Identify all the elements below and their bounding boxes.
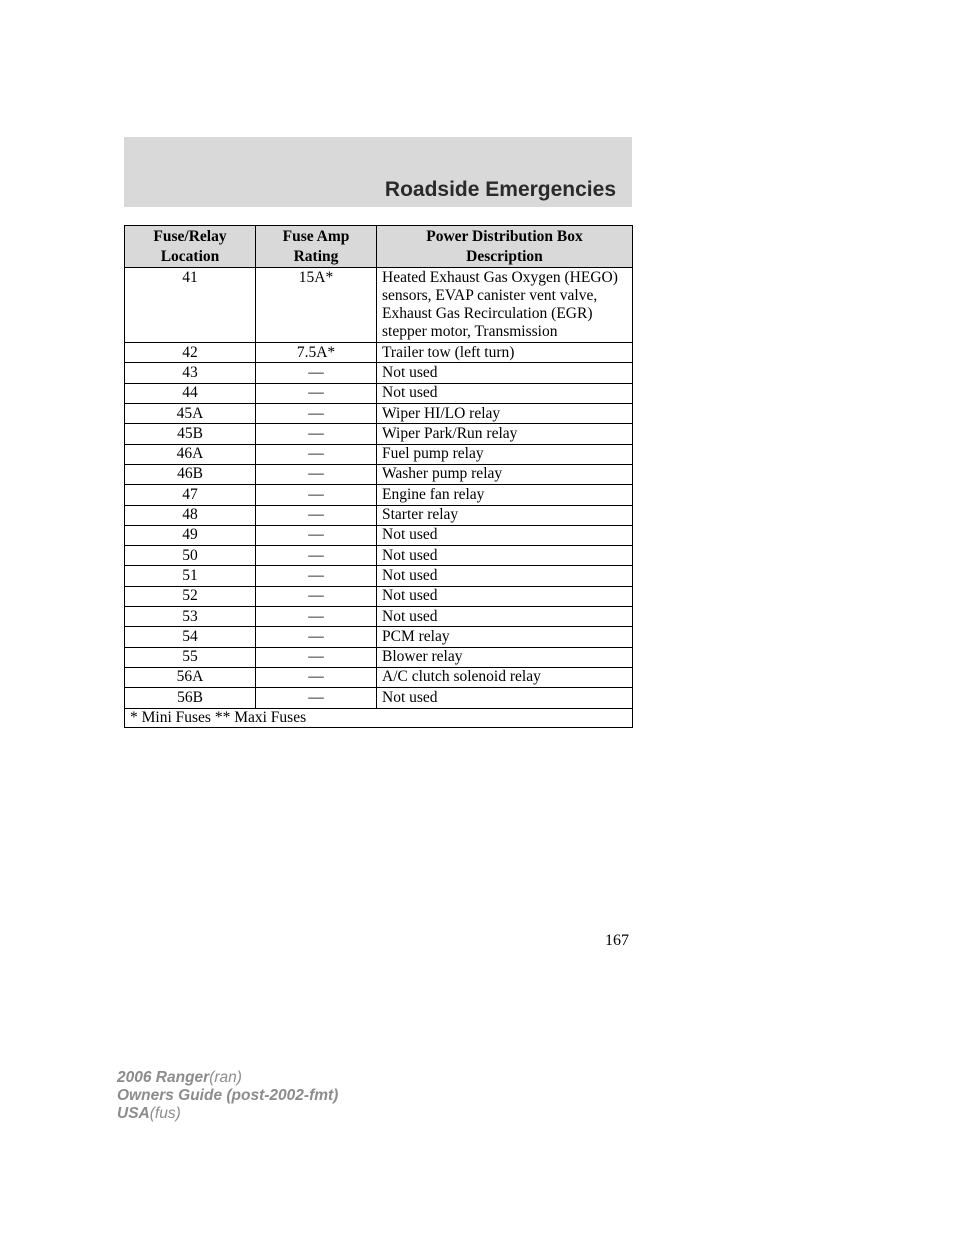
fuse-location-cell: 54 <box>125 627 256 647</box>
footer-line-1 <box>117 1069 338 1087</box>
column-header-location <box>125 226 256 268</box>
fuse-table <box>124 225 633 728</box>
fuse-location-cell: 42 <box>125 343 256 363</box>
footer-line-3 <box>117 1105 338 1123</box>
fuse-location-cell: 41 <box>125 268 256 343</box>
column-header-rating-text: Fuse Amp Rating <box>282 228 350 265</box>
fuse-description-cell: Not used <box>377 607 633 627</box>
fuse-description-cell: Not used <box>377 586 633 606</box>
table-row <box>125 667 633 687</box>
table-row <box>125 525 633 545</box>
table-header-row <box>125 226 633 268</box>
fuse-description-cell: Trailer tow (left turn) <box>377 343 633 363</box>
column-header-location-text: Fuse/Relay Location <box>153 228 227 265</box>
fuse-description-cell: Blower relay <box>377 647 633 667</box>
fuse-description-cell: Washer pump relay <box>377 464 633 484</box>
fuse-description-cell: Wiper HI/LO relay <box>377 404 633 424</box>
fuse-location-cell: 45B <box>125 424 256 444</box>
fuse-rating-cell: — <box>256 404 377 424</box>
fuse-rating-cell: — <box>256 586 377 606</box>
fuse-rating-cell: — <box>256 505 377 525</box>
fuse-location-cell: 44 <box>125 383 256 403</box>
fuse-rating-cell: 7.5A* <box>256 343 377 363</box>
fuse-rating-cell: — <box>256 546 377 566</box>
table-row <box>125 424 633 444</box>
fuse-description-cell: Not used <box>377 363 633 383</box>
table-row <box>125 627 633 647</box>
fuse-location-cell: 53 <box>125 607 256 627</box>
table-row <box>125 343 633 363</box>
fuse-rating-cell: — <box>256 383 377 403</box>
fuse-description-cell: Heated Exhaust Gas Oxygen (HEGO) sensors, EVAP canister vent valve, Exhaust Gas Recirculation (EGR) stepper motor, Transmission <box>377 268 633 343</box>
fuse-location-cell: 55 <box>125 647 256 667</box>
fuse-rating-cell: — <box>256 363 377 383</box>
fuse-rating-cell: — <box>256 485 377 505</box>
fuse-rating-cell: — <box>256 647 377 667</box>
fuse-location-cell: 51 <box>125 566 256 586</box>
fuse-description-cell: Not used <box>377 525 633 545</box>
fuse-description-cell: Not used <box>377 383 633 403</box>
table-body <box>125 268 633 709</box>
section-title: Roadside Emergencies <box>384 178 616 201</box>
fuse-description-cell: Wiper Park/Run relay <box>377 424 633 444</box>
table-row <box>125 586 633 606</box>
table-row <box>125 444 633 464</box>
column-header-description-text: Power Distribution Box Description <box>426 228 583 265</box>
fuse-description-cell: Not used <box>377 546 633 566</box>
table-note-row <box>125 708 633 727</box>
fuse-location-cell: 45A <box>125 404 256 424</box>
fuse-rating-cell: — <box>256 607 377 627</box>
footer-guide: Owners Guide (post-2002-fmt) <box>117 1087 339 1104</box>
table-row <box>125 404 633 424</box>
fuse-location-cell: 46A <box>125 444 256 464</box>
footer-model-code: (ran) <box>209 1069 242 1086</box>
footer-market-code: (fus) <box>149 1105 181 1122</box>
fuse-description-cell: Not used <box>377 566 633 586</box>
table-row <box>125 546 633 566</box>
table-row <box>125 566 633 586</box>
footer-model: 2006 Ranger <box>117 1069 210 1086</box>
fuse-location-cell: 52 <box>125 586 256 606</box>
fuse-rating-cell: — <box>256 688 377 708</box>
fuse-description-cell: Engine fan relay <box>377 485 633 505</box>
table-note: * Mini Fuses ** Maxi Fuses <box>125 708 633 727</box>
fuse-rating-cell: — <box>256 667 377 687</box>
fuse-rating-cell: 15A* <box>256 268 377 343</box>
fuse-description-cell: Fuel pump relay <box>377 444 633 464</box>
fuse-location-cell: 49 <box>125 525 256 545</box>
fuse-rating-cell: — <box>256 444 377 464</box>
fuse-description-cell: PCM relay <box>377 627 633 647</box>
table-row <box>125 505 633 525</box>
fuse-location-cell: 56B <box>125 688 256 708</box>
fuse-rating-cell: — <box>256 627 377 647</box>
table-row <box>125 363 633 383</box>
fuse-location-cell: 50 <box>125 546 256 566</box>
fuse-location-cell: 56A <box>125 667 256 687</box>
table-row <box>125 607 633 627</box>
page-number: 167 <box>605 932 629 949</box>
table-row <box>125 688 633 708</box>
fuse-description-cell: Not used <box>377 688 633 708</box>
fuse-location-cell: 47 <box>125 485 256 505</box>
section-header-band <box>124 137 632 207</box>
footer-market: USA <box>117 1105 150 1122</box>
column-header-rating <box>256 226 377 268</box>
fuse-description-cell: Starter relay <box>377 505 633 525</box>
fuse-rating-cell: — <box>256 566 377 586</box>
fuse-location-cell: 46B <box>125 464 256 484</box>
fuse-location-cell: 43 <box>125 363 256 383</box>
fuse-rating-cell: — <box>256 525 377 545</box>
table-row <box>125 268 633 343</box>
footer-block <box>117 1069 338 1123</box>
table-row <box>125 464 633 484</box>
footer-line-2 <box>117 1087 338 1105</box>
fuse-description-cell: A/C clutch solenoid relay <box>377 667 633 687</box>
table-row <box>125 485 633 505</box>
fuse-rating-cell: — <box>256 464 377 484</box>
table-row <box>125 383 633 403</box>
fuse-location-cell: 48 <box>125 505 256 525</box>
column-header-description <box>377 226 633 268</box>
table-row <box>125 647 633 667</box>
fuse-rating-cell: — <box>256 424 377 444</box>
